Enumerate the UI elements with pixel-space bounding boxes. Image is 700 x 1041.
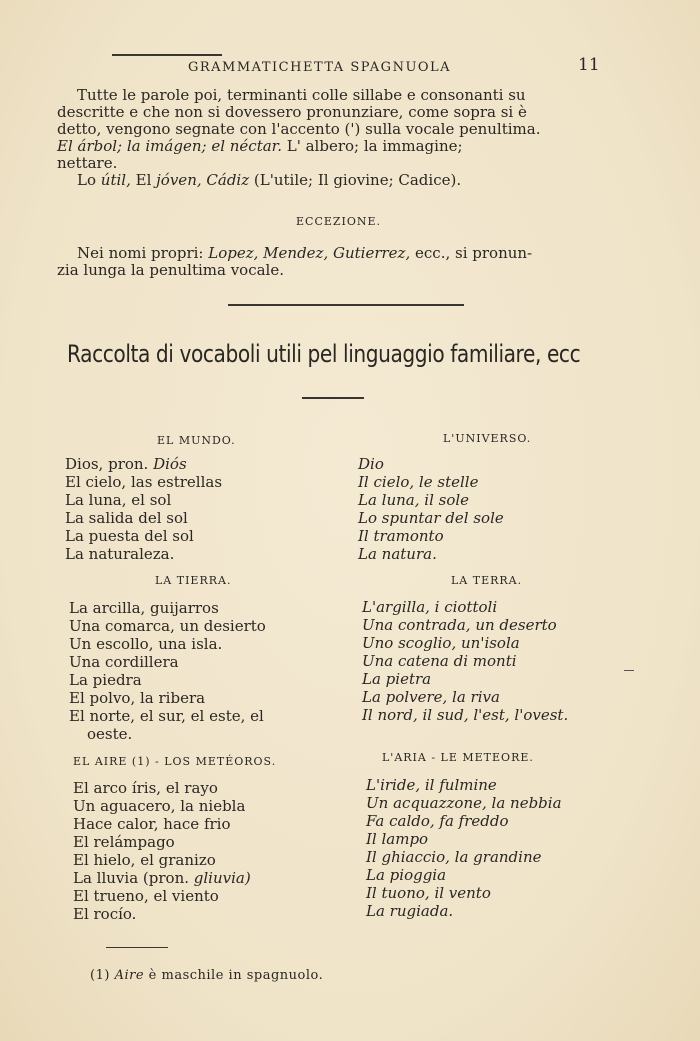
list-aire-it (366, 776, 562, 920)
list-item: La luna, el sol (65, 491, 172, 509)
list-item: El relámpago (73, 833, 175, 851)
list-item: Un acquazzone, la nebbia (366, 794, 562, 812)
list-item: Una cordillera (69, 653, 179, 671)
list-item: Il tuono, il vento (366, 884, 491, 902)
intro-word: Lo (77, 171, 96, 189)
list-item: Il cielo, le stelle (358, 473, 479, 491)
list-item: El norte, el sur, el este, el (69, 707, 264, 725)
divider-rule-short (302, 397, 364, 399)
divider-rule (228, 304, 464, 306)
footnote (90, 968, 323, 983)
list-item: La pioggia (366, 866, 447, 884)
heading-l-universo: L'UNIVERSO. (443, 432, 532, 445)
list-mundo-es (65, 455, 222, 563)
exception-paragraph (57, 245, 627, 279)
running-head: GRAMMATICHETTA SPAGNUOLA (188, 60, 452, 75)
list-item: Una comarca, un desierto (69, 617, 266, 635)
list-item: El arco íris, el rayo (73, 779, 218, 797)
intro-line: detto, vengono segnate con l'accento (') sulla vocale penultima. (57, 120, 541, 138)
list-item: Dios, pron. Diós (65, 455, 187, 473)
list-item: La piedra (69, 671, 142, 689)
list-item: Una contrada, un deserto (362, 616, 557, 634)
heading-el-aire: EL AIRE (1) - LOS METÉOROS. (73, 755, 277, 768)
heading-l-aria: L'ARIA - LE METEORE. (382, 751, 534, 764)
intro-line: Tutte le parole poi, terminanti colle sillabe e consonanti su (77, 86, 526, 104)
intro-line (57, 138, 627, 155)
list-item: Un escollo, una isla. (69, 635, 223, 653)
list-item: Il ghiaccio, la grandine (366, 848, 542, 866)
list-item: El polvo, la ribera (69, 689, 206, 707)
list-item: La natura. (358, 545, 437, 563)
intro-line: nettare. (57, 154, 118, 172)
footnote-marker: (1) (90, 968, 110, 983)
page-mark (624, 670, 634, 671)
list-item: Dio (358, 455, 384, 473)
list-item: La puesta del sol (65, 527, 194, 545)
list-item: La rugiada. (366, 902, 454, 920)
exception-text: Nei nomi propri: (77, 244, 204, 262)
list-item: La naturaleza. (65, 545, 175, 563)
list-item: Il tramonto (358, 527, 444, 545)
intro-word: El (135, 171, 152, 189)
list-item: La polvere, la riva (362, 688, 500, 706)
intro-word: útil, (100, 171, 131, 189)
exception-names: Lopez, Mendez, Gutierrez, (208, 244, 411, 262)
exception-text: ecc., si pronun- (415, 244, 533, 262)
list-mundo-it (358, 455, 504, 563)
intro-line: descritte e che non si dovessero pronunziare, come sopra si è (57, 103, 527, 121)
list-item: Uno scoglio, un'isola (362, 634, 520, 652)
section-title: Raccolta di vocaboli utili pel linguaggio familiare, ecc (67, 340, 581, 368)
footnote-text: è maschile in spagnuolo. (148, 968, 324, 983)
intro-word: jóven, (156, 171, 202, 189)
list-item: La salida del sol (65, 509, 188, 527)
list-item: El hielo, el granizo (73, 851, 216, 869)
page-number: 11 (578, 55, 600, 75)
list-item: El rocío. (73, 905, 137, 923)
list-item: La luna, il sole (358, 491, 470, 509)
list-item: Una catena di monti (362, 652, 517, 670)
intro-examples: El árbol; la imágen; el néctar. (57, 137, 282, 155)
intro-line (57, 172, 627, 189)
intro-word: Cádiz (206, 171, 250, 189)
list-item: oeste. (87, 725, 133, 743)
exception-line (57, 245, 627, 262)
footnote-word: Aire (114, 968, 145, 983)
list-item: La pietra (362, 670, 432, 688)
heading-el-mundo: EL MUNDO. (157, 434, 236, 447)
list-item: El cielo, las estrellas (65, 473, 223, 491)
list-tierra-es (69, 599, 266, 743)
intro-word: (L'utile; Il giovine; Cadice). (253, 171, 462, 189)
exception-line: zia lunga la penultima vocale. (57, 261, 284, 279)
list-item: L'argilla, i ciottoli (362, 598, 498, 616)
list-item: Un aguacero, la niebla (73, 797, 246, 815)
list-tierra-it (362, 598, 568, 724)
intro-translation: L' albero; la immagine; (286, 137, 463, 155)
pronunciation: Diós (153, 455, 187, 473)
list-item: Hace calor, hace frio (73, 815, 231, 833)
list-item: Il lampo (366, 830, 429, 848)
list-item: Il nord, il sud, l'est, l'ovest. (362, 706, 569, 724)
list-item: La lluvia (pron. gliuvia) (73, 869, 251, 887)
list-item: El trueno, el viento (73, 887, 219, 905)
header-rule (112, 54, 222, 56)
footnote-rule (106, 947, 168, 948)
heading-la-terra: LA TERRA. (451, 574, 523, 587)
exception-heading: ECCEZIONE. (296, 215, 382, 228)
list-item: Lo spuntar del sole (358, 509, 504, 527)
list-item: Fa caldo, fa freddo (366, 812, 509, 830)
list-item: L'iride, il fulmine (366, 776, 497, 794)
pronunciation: gliuvia) (193, 869, 251, 887)
heading-la-tierra: LA TIERRA. (155, 574, 232, 587)
list-aire-es (73, 779, 251, 923)
list-item: La arcilla, guijarros (69, 599, 219, 617)
intro-paragraph (57, 87, 627, 189)
